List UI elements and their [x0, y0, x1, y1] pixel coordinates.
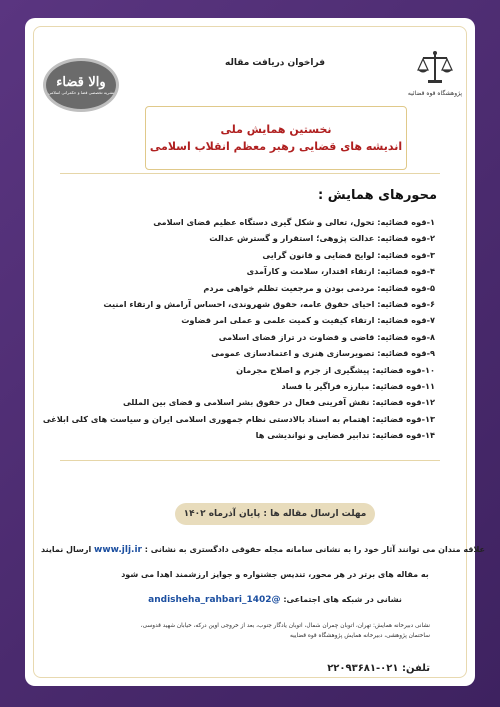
awards-info: به مقاله های برتر در هر محور، تندیس جشنواره و جوایز ارزشمند اهدا می شود	[121, 570, 429, 579]
list-item: ۱۱-قوه قضائیه: مبارزه فراگیر با فساد	[281, 380, 435, 391]
submission-link[interactable]: www.jlj.ir	[94, 545, 142, 555]
list-item: ۷-قوه قضائیه: ارتقاء کیفیت و کمیت علمی و عملی امر قضاوت	[181, 315, 435, 326]
research-institute-logo	[405, 48, 465, 114]
list-item: ۸-قوه قضائیه: قاضی و قضاوت در تراز قضای اسلامی	[218, 331, 435, 342]
journal-logo-subtext: نشریه تخصصی قضا و حکمرانی اسلامی	[47, 90, 115, 95]
list-item: ۳-قوه قضائیه: لوایح قضایی و قانون گرایی	[262, 249, 435, 260]
list-item: ۱-قوه قضائیه: تحول، تعالی و شکل گیری دستگاه عظیم قضای اسلامی	[153, 217, 435, 227]
social-handle[interactable]: @andisheha_rahbari_1402	[148, 595, 281, 605]
submission-info	[40, 545, 485, 555]
list-item: ۲-قوه قضائیه: عدالت پژوهی؛ استقرار و گسترش عدالت	[209, 233, 435, 244]
divider-top	[60, 173, 440, 174]
divider-bottom	[60, 460, 440, 461]
call-for-papers: فراخوان دریافت مقاله	[225, 58, 325, 68]
conference-title-line1: نخستین همایش ملی	[220, 123, 332, 136]
axes-heading: محورهای همایش :	[318, 188, 437, 203]
list-item: ۵-قوه قضائیه: مردمی بودن و مرجعیت تظلم خواهی مردم	[203, 282, 435, 293]
deadline-badge: مهلت ارسال مقاله ها : پایان آذرماه ۱۴۰۲	[175, 503, 375, 525]
scales-of-justice-icon	[415, 48, 455, 88]
list-item: ۴-قوه قضائیه: ارتقاء اقتدار، سلامت و کارآمدی	[246, 266, 435, 277]
list-item: ۶-قوه قضائیه: احیای حقوق عامه، حقوق شهروندی، احساس آرامش و ارتقاء امنیت	[103, 298, 435, 309]
journal-logo	[43, 58, 119, 112]
address-line2: ساختمان پژوهشی، دبیرخانه همایش پژوهشگاه قوه قضاییه	[289, 633, 430, 639]
poster-paper	[25, 18, 485, 686]
axes-list	[42, 214, 435, 443]
list-item: ۱۳-قوه قضائیه: اهتمام به اسناد بالادستی نظام جمهوری اسلامی ایران و سیاست های کلی ابلاغی	[42, 413, 435, 424]
phone-number: تلفن: ۰۲۱-۲۲۰۹۳۶۸۱	[327, 663, 430, 674]
submission-text-end: ارسال نمایند	[40, 545, 92, 554]
conference-title-box	[145, 106, 407, 170]
address-line1: نشانی دبیرخانه همایش: تهران، اتوبان چمران شمال، اتوبان یادگار جنوب، بعد از خروجی اوین درکه، خیابان شهید قدوسی،	[140, 623, 430, 629]
social-info	[65, 595, 485, 605]
list-item: ۱۴-قوه قضائیه: تدابیر قضایی و نواندیشی ها	[255, 430, 435, 441]
list-item: ۱۲-قوه قضائیه: نقش آفرینی فعال در حقوق بشر اسلامی و قضای بین المللی	[122, 397, 435, 408]
submission-text: علاقه مندان می توانند آثار خود را به نشانی سامانه مجله حقوقی دادگستری به نشانی :	[144, 545, 485, 554]
institute-name: پژوهشگاه قوه قضائیه	[407, 90, 463, 97]
journal-logo-text: والا قضاء	[56, 75, 106, 90]
list-item: ۹-قوه قضائیه: تصویرسازی هنری و اعتمادسازی عمومی	[211, 348, 435, 359]
list-item: ۱۰-قوه قضائیه: پیشگیری از جرم و اصلاح مجرمان	[236, 364, 435, 375]
conference-title-line2: اندیشه های قضایی رهبر معظم انقلاب اسلامی	[149, 140, 403, 153]
social-label: نشانی در شبکه های اجتماعی:	[283, 595, 402, 604]
